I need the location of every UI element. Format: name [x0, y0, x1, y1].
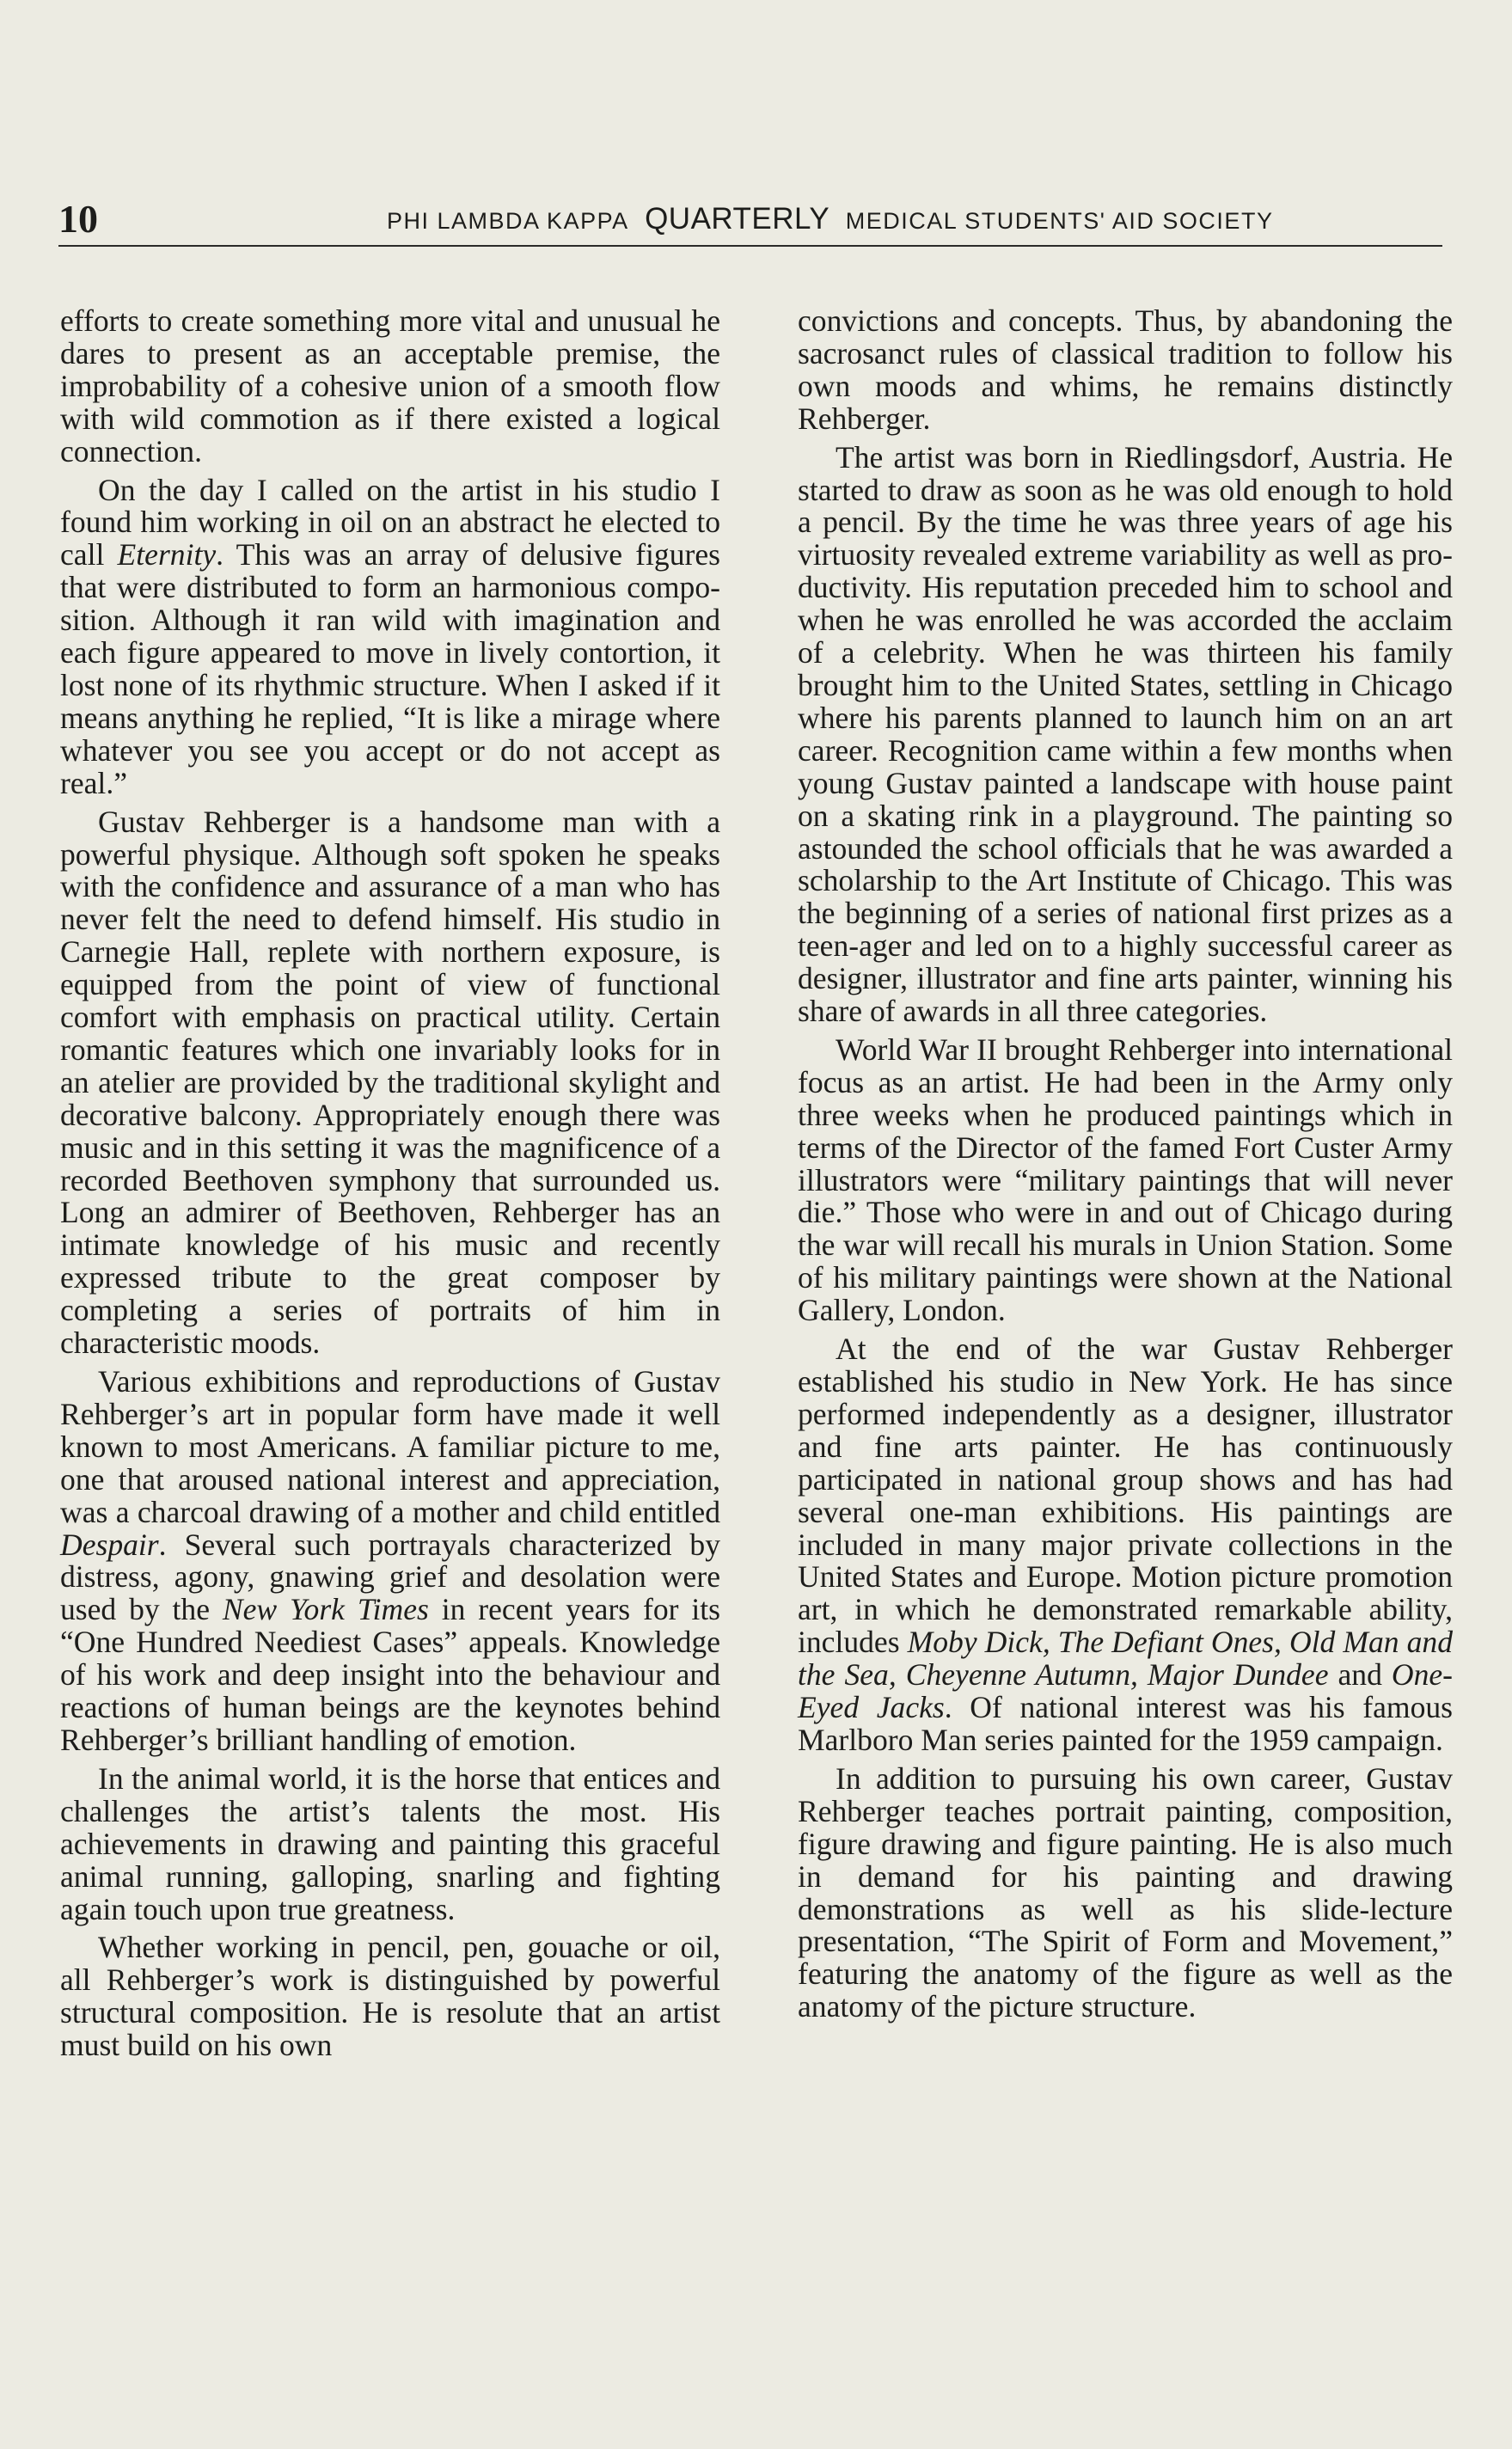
film-titles: Moby Dick, The Defiant Ones, Old Man and the Sea, Cheyenne Autumn, Major Dundee: [798, 1625, 1453, 1693]
paragraph-horse: [60, 1760, 720, 1926]
paragraph-text: Various exhibitions and reproductions of Gustav Rehberger’s art in popular form have made it well known to most Americans. A familiar picture to me, one that aroused national interest and appreciation, was a charcoal drawing of a mother and child entitled: [60, 1364, 720, 1529]
paragraph-war: [798, 1034, 1453, 1327]
paragraph-text: At the end of the war Gustav Rehberger established his studio in New York. He has since performed independently as a designer, illustrator and fine arts painter. He has continuously participated in national group shows and has had several one-man exhibitions. His paintings are included in many major private collections in the United States and Europe. Motion picture promotion art, in which he demonstrated remarkable ability, includes: [798, 1332, 1453, 1660]
paragraph-text: and: [1328, 1657, 1392, 1693]
paragraph-text: convictions and concepts. Thus, by abandoning the sacrosanct rules of classical tradition to follow his own moods and whims, he remains distinctly Rehberger.: [798, 303, 1453, 436]
paragraph-exhibitions: [60, 1366, 720, 1757]
page-header: [58, 193, 1442, 247]
page-number: 10: [58, 197, 98, 241]
society-name: PHI LAMBDA KAPPA: [387, 208, 629, 234]
paragraph-continued: [60, 305, 720, 468]
paragraph-text: In the animal world, it is the horse that entices and challenges the artist’s talents the most. His achievements in drawing and painting this graceful animal running, galloping, snarling and fighting again touch upon true greatness.: [60, 1760, 720, 1926]
paragraph-biography: [798, 439, 1453, 1029]
paragraph-text: . This was an array of delusive figures that were distributed to form an harmonious composition. Although it ran wild with imagination and each figure appeared to move in lively contortion, it lost none of its rhythmic structure. When I asked if it means anything he replied, “It is like a mirage where whatever you see you accept or do not accept as real.”: [60, 537, 720, 800]
paragraph-text: efforts to create something more vital and unusual he dares to present as an acceptable premise, the improbability of a cohesive union of a smooth flow with wild commotion as if there existed a logical connection.: [60, 303, 720, 468]
right-column: [798, 305, 1453, 2030]
paragraph-text: On the day I called on the artist in his studio I found him working in oil on an abstract he elected to call: [60, 472, 720, 572]
left-column: [60, 305, 720, 2068]
paragraph-text: In addition to pursuing his own career, Gustav Rehberger teaches portrait painting, composition, figure drawing and figure painting. He is also much in demand for his painting and drawing demonstrations as well as his slide-lecture presentation, “The Spirit of Form and Movement,” featuring the anatomy of the figure as well as the anatomy of the picture structure.: [798, 1760, 1453, 2024]
artwork-title-despair: Despair: [60, 1527, 159, 1562]
paragraph-text: . Several such portrayals characterized by distress, agony, gnawing grief and desolation were used by the: [60, 1527, 720, 1627]
newspaper-title: New York Times: [222, 1592, 429, 1627]
paragraph-continued: [798, 305, 1453, 436]
paragraph-text: Whether working in pencil, pen, gouache or oil, all Rehberger’s work is distinguished by powerful structural composition. He is resolute that an artist must build on his own: [60, 1930, 720, 2063]
paragraph-composition: [60, 1932, 720, 2062]
paragraph-text: . Of national interest was his famous Marlboro Man series painted for the 1959 campaign.: [798, 1690, 1453, 1757]
paragraph-studio: [60, 806, 720, 1360]
paragraph-new-york: [798, 1333, 1453, 1757]
paragraph-eternity: [60, 474, 720, 800]
artwork-title-eternity: Eternity: [117, 537, 217, 572]
running-head: [387, 193, 1273, 245]
paragraph-text: Gustav Rehberger is a handsome man with a powerful physique. Although soft spoken he speaks with the confidence and assurance of a man who has never felt the need to defend himself. His studio in Carnegie Hall, replete with northern exposure, is equipped from the point of view of functional comfort with emphasis on practical utility. Certain romantic features which one invariably looks for in an atelier are provided by the traditional skylight and decorative balcony. Appropriately enough there was music and in this setting it was the magnificence of a recorded Beethoven symphony that surrounded us. Long an admirer of Beethoven, Rehberger has an intimate knowledge of his music and recently expressed tribute to the great composer by completing a series of portraits of him in characteristic moods.: [60, 804, 720, 1361]
paragraph-text: The artist was born in Riedlingsdorf, Austria. He started to draw as soon as he was old enough to hold a pencil. By the time he was three years of age his virtuosity revealed extreme variability as well as productivity. His reputation preceded him to school and when he was enrolled he was accorded the acclaim of a celebrity. When he was thirteen his family brought him to the United States, settling in Chicago where his parents planned to launch him on an art career. Recognition came within a few months when young Gustav painted a landscape with house paint on a skating rink in a playground. The painting so astounded the school officials that he was awarded a scholarship to the Art Institute of Chicago. This was the beginning of a series of national first prizes as a teen-ager and led on to a highly successful career as designer, illustrator and fine arts painter, winning his share of awards in all three categories.: [798, 439, 1453, 1029]
publication-name: QUARTERLY: [645, 202, 830, 236]
film-title-one-eyed-jacks: One-Eyed Jacks: [798, 1657, 1453, 1725]
society-subtitle: MEDICAL STUDENTS' AID SOCIETY: [845, 208, 1274, 234]
paragraph-text: World War II brought Rehberger into international focus as an artist. He had been in the Army only three weeks when he produced paintings which in terms of the Director of the famed Fort Custer Army illustrators were “military paintings that will never die.” Those who were in and out of Chicago during the war will recall his murals in Union Station. Some of his military paintings were shown at the National Gallery, London.: [798, 1032, 1453, 1328]
paragraph-teaching: [798, 1760, 1453, 2024]
paragraph-text: in recent years for its “One Hundred Neediest Cases” appeals. Knowledge of his work and deep insight into the behaviour and reactions of human beings are the keynotes behind Rehberger’s brilliant handling of emotion.: [60, 1592, 720, 1757]
